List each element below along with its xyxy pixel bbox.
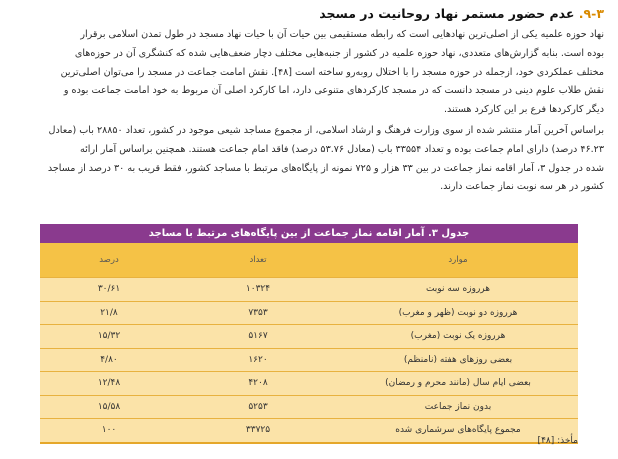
row-percent: ۱۵/۵۸ <box>97 401 121 412</box>
section-number: ۹-۳. <box>578 6 604 21</box>
header-count: تعداد <box>249 255 267 265</box>
paragraph-line: شده در جدول ۳، آمار اقامه نماز جماعت در بین ۳۳ هزار و ۷۲۵ نمونه از پایگاه‌های مرتبط با مساجد کشور، فقط قریب به ۳۰ درصد از مساجد <box>47 162 604 174</box>
row-label: هرروزه دو نوبت (ظهر و مغرب) <box>398 307 518 318</box>
table-header-row <box>40 243 578 277</box>
statistics-table <box>40 243 578 444</box>
row-count: ۵۲۵۳ <box>248 401 268 412</box>
row-label: هرروزه یک نوبت (مغرب) <box>410 331 506 342</box>
table-source: مأخذ: [۴۸] <box>537 436 578 446</box>
table-row <box>40 418 578 442</box>
table-row <box>40 324 578 348</box>
row-label: بعضی ایام سال (مانند محرم و رمضان) <box>385 378 531 389</box>
paragraph-line: نهاد حوزه علمیه یکی از اصلی‌ترین نهادهایی است که رابطه مستقیمی بین حیات آن با حیات نهاد مسجد در طول تمدن اسلامی برقرار <box>80 29 604 40</box>
row-count: ۴۲۰۸ <box>248 378 268 389</box>
row-label: مجموع پایگاه‌های سرشماری شده <box>395 425 521 436</box>
row-count: ۵۱۶۷ <box>248 331 268 342</box>
table-row <box>40 348 578 372</box>
row-count: ۱۰۳۲۴ <box>245 284 271 295</box>
row-percent: ۲۱/۸ <box>100 307 118 318</box>
header-percent: درصد <box>99 255 119 265</box>
paragraph-line: مختلف عملکردی خود، ازجمله در حوزه مسجد را با اختلال روبه‌رو ساخته است [۴۸]. نقش امامت جماعت در مسجد را می‌توان اصلی‌ترین <box>60 66 604 78</box>
paragraph-line: ۴۶.۲۳ درصد) دارای امام جماعت بوده و تعداد ۳۳۵۵۴ باب (معادل ۵۳.۷۶ درصد) فاقد امام جماعت هستند. همچنین براساس آمار ارائه <box>79 143 604 155</box>
table-row <box>40 277 578 301</box>
paragraph-1 <box>14 26 604 120</box>
row-percent: ۳۰/۶۱ <box>97 284 121 295</box>
table-row <box>40 301 578 325</box>
row-percent: ۱۵/۳۲ <box>97 331 121 342</box>
row-count: ۳۳۷۲۵ <box>245 425 271 436</box>
row-percent: ۱۲/۴۸ <box>97 378 121 389</box>
section-title: عدم حضور مستمر نهاد روحانیت در مسجد <box>319 6 575 21</box>
row-count: ۷۳۵۳ <box>248 307 268 318</box>
row-label: بعضی روزهای هفته (نامنظم) <box>403 354 513 365</box>
row-label: بدون نماز جماعت <box>424 401 492 412</box>
paragraph-line: نقش طلاب علوم دینی در مسجد دانست که در مسجد کارکردهای متنوعی دارد، اما کارکرد اصلی آن مربوط به خود امامت جماعت بوده و <box>63 85 604 97</box>
table-caption: جدول ۳. آمار اقامه نماز جماعت از بین پایگاه‌های مرتبط با مساجد <box>40 224 578 243</box>
paragraph-line: بوده است. بنابه گزارش‌های متعددی، نهاد حوزه علمیه در کشور از جنبه‌هایی مختلف دچار ضعف‌هایی شده که کنشگری آن در حوزه‌های <box>74 47 604 59</box>
paragraph-2 <box>14 122 604 197</box>
paragraph-line: براساس آخرین آمار منتشر شده از سوی وزارت فرهنگ و ارشاد اسلامی، از مجموع مساجد شیعی موجود در کشور، تعداد ۲۸۸۵۰ باب (معادل <box>48 125 604 136</box>
row-percent: ۴/۸۰ <box>100 354 118 365</box>
section-heading <box>14 4 604 24</box>
header-items: موارد <box>448 255 468 265</box>
paragraph-line: کشور در هر سه نوبت نماز جماعت دارند. <box>440 181 604 193</box>
row-label: هرروزه سه نوبت <box>425 284 491 295</box>
table-row <box>40 395 578 419</box>
row-count: ۱۶۲۰ <box>248 354 268 365</box>
paragraph-line: دیگر کارکردها فرع بر این کارکرد هستند. <box>443 104 604 116</box>
table-row <box>40 371 578 395</box>
row-percent: ۱۰۰ <box>101 425 117 436</box>
